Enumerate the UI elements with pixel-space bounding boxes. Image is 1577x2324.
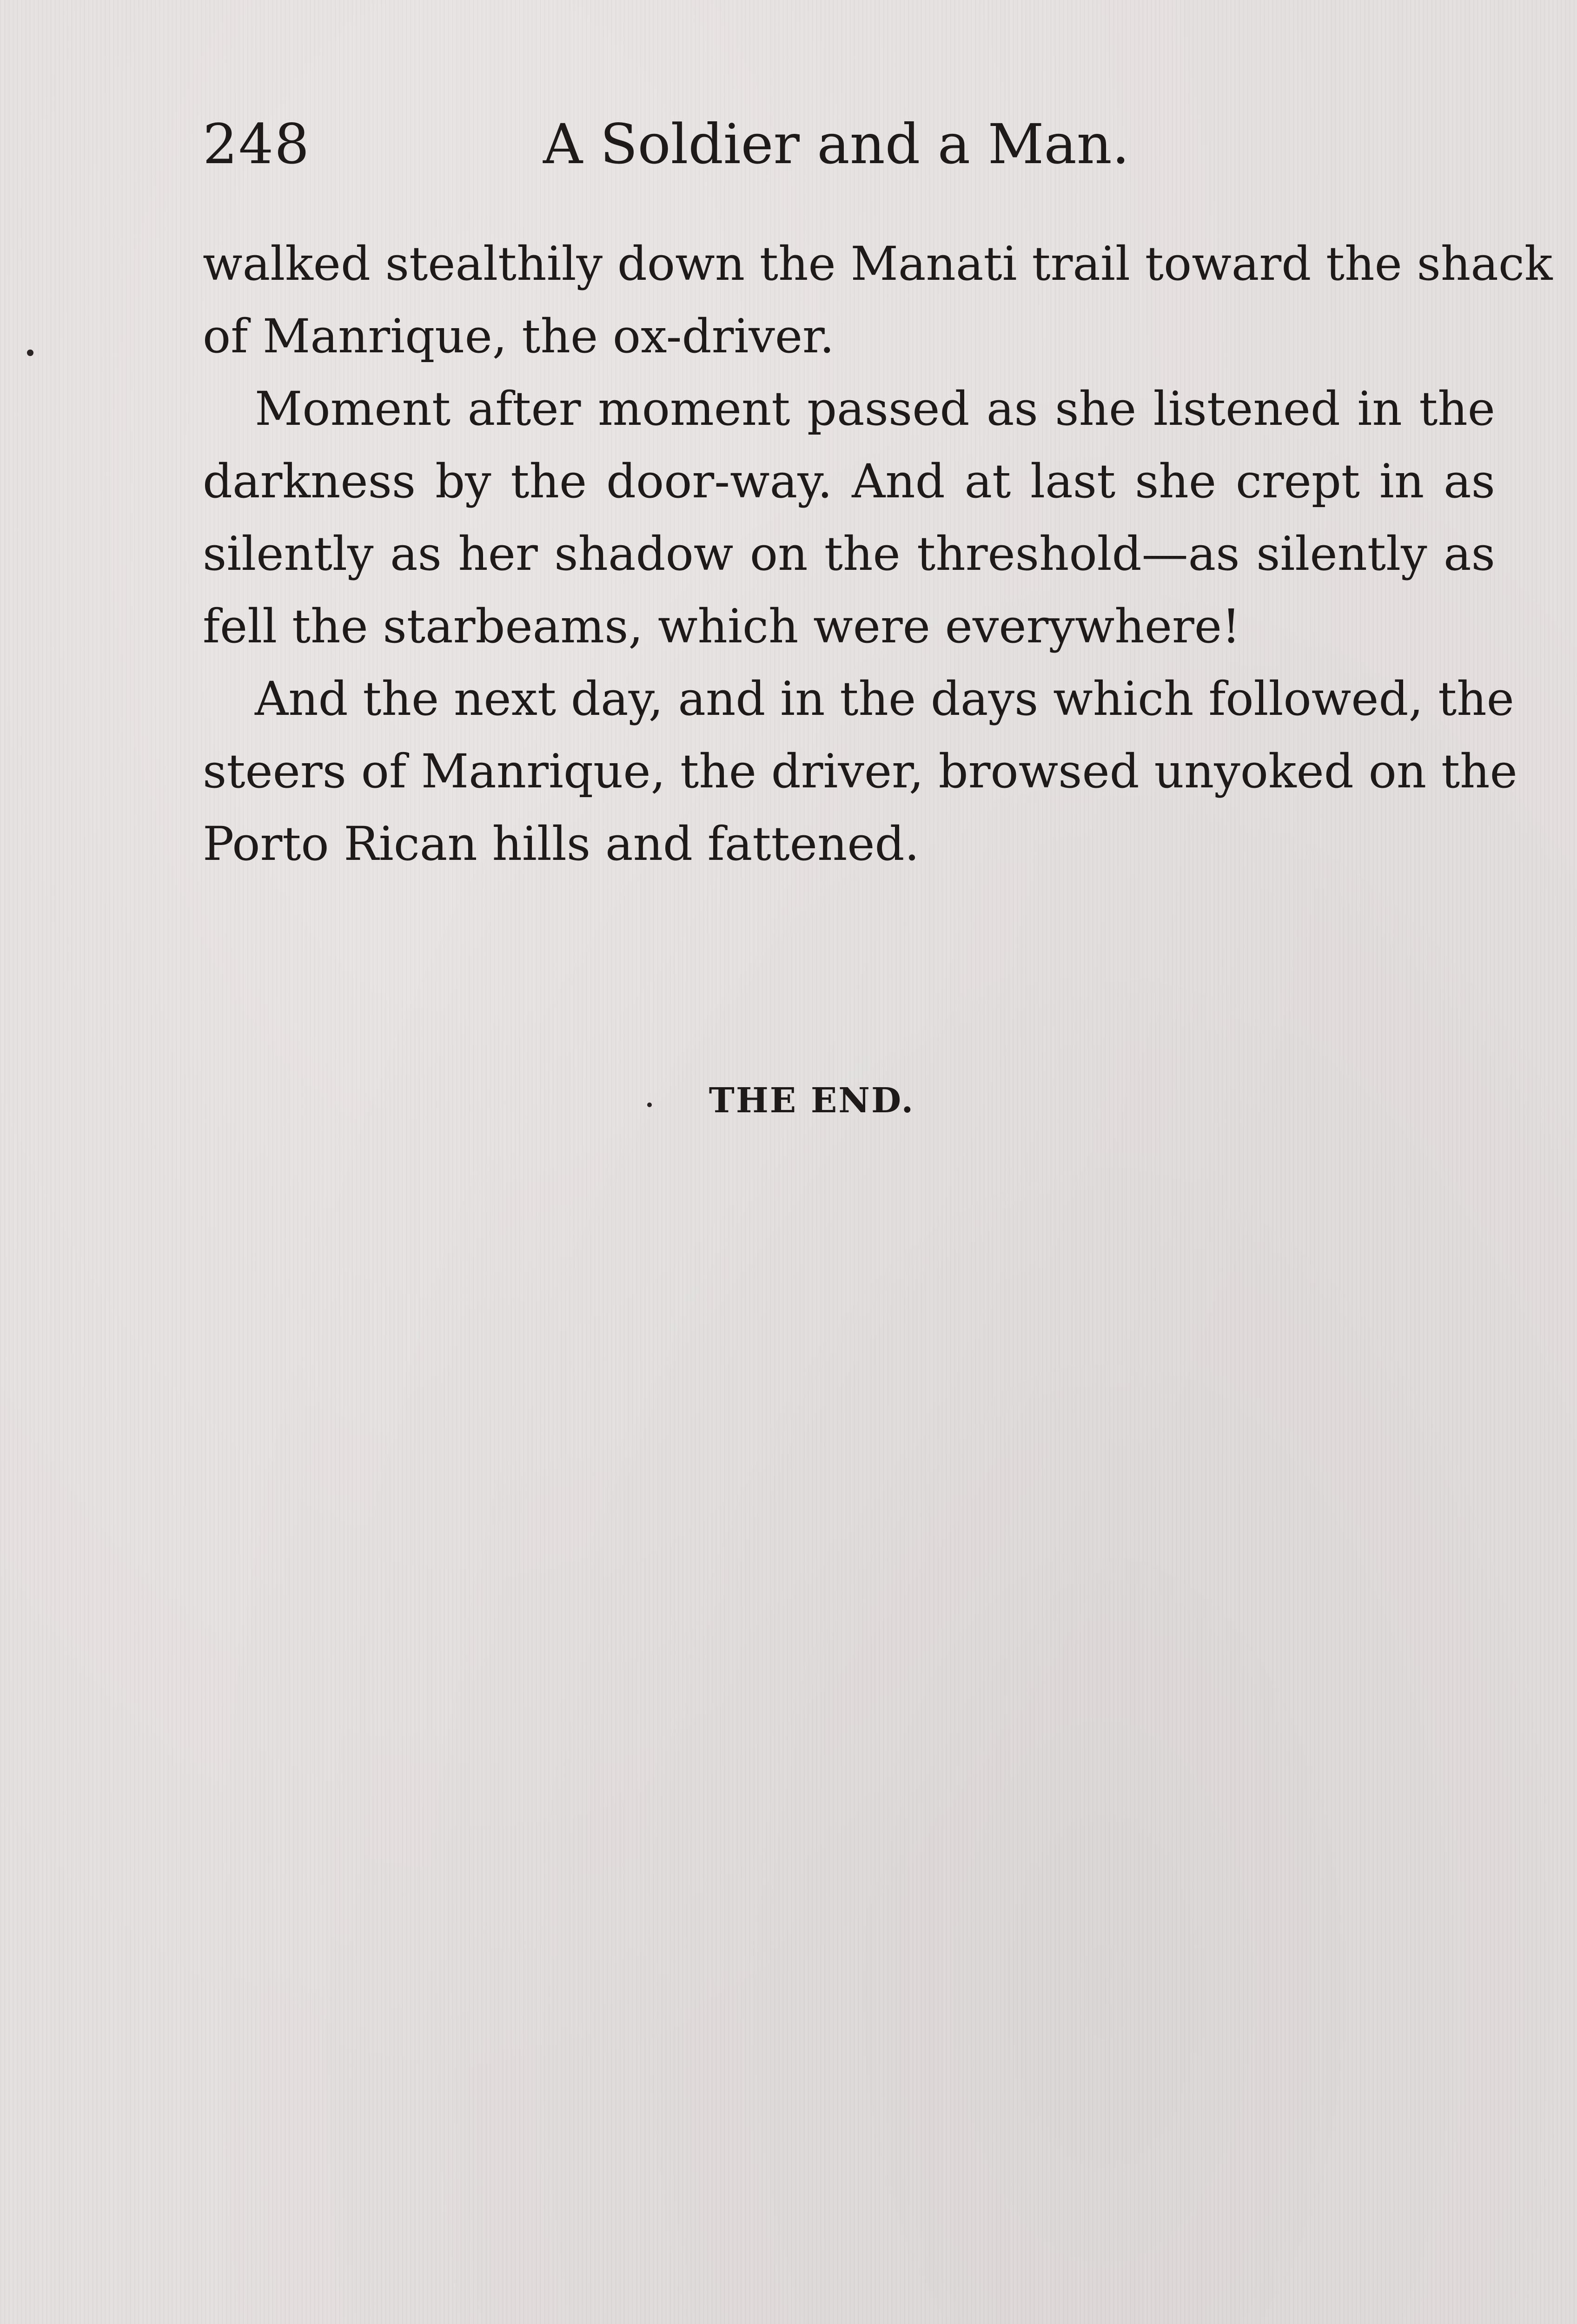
running-head (203, 107, 1495, 181)
ink-speck (647, 1103, 652, 1107)
text-line: walked stealthily down the Manati trail toward the shack (203, 237, 1553, 291)
text-line: Porto Rican hills and fattened. (203, 817, 920, 871)
text-line: And the next day, and in the days which followed, the (255, 672, 1514, 726)
text-line: steers of Manrique, the driver, browsed unyoked on the (203, 744, 1517, 799)
page-number: 248 (203, 112, 311, 176)
ink-speck (27, 350, 33, 356)
book-title: A Soldier and a Man. (543, 112, 1130, 176)
text-line: of Manrique, the ox-driver. (203, 309, 835, 363)
the-end-label: THE END. (709, 1081, 915, 1121)
text-line: silently as her shadow on the threshold—as silently as (203, 527, 1495, 581)
text-line: Moment after moment passed as she listened in the (255, 382, 1495, 436)
text-line: fell the starbeams, which were everywhere! (203, 599, 1241, 654)
body-text (203, 228, 1553, 880)
text-line: darkness by the door-way. And at last she crept in as (203, 454, 1495, 508)
